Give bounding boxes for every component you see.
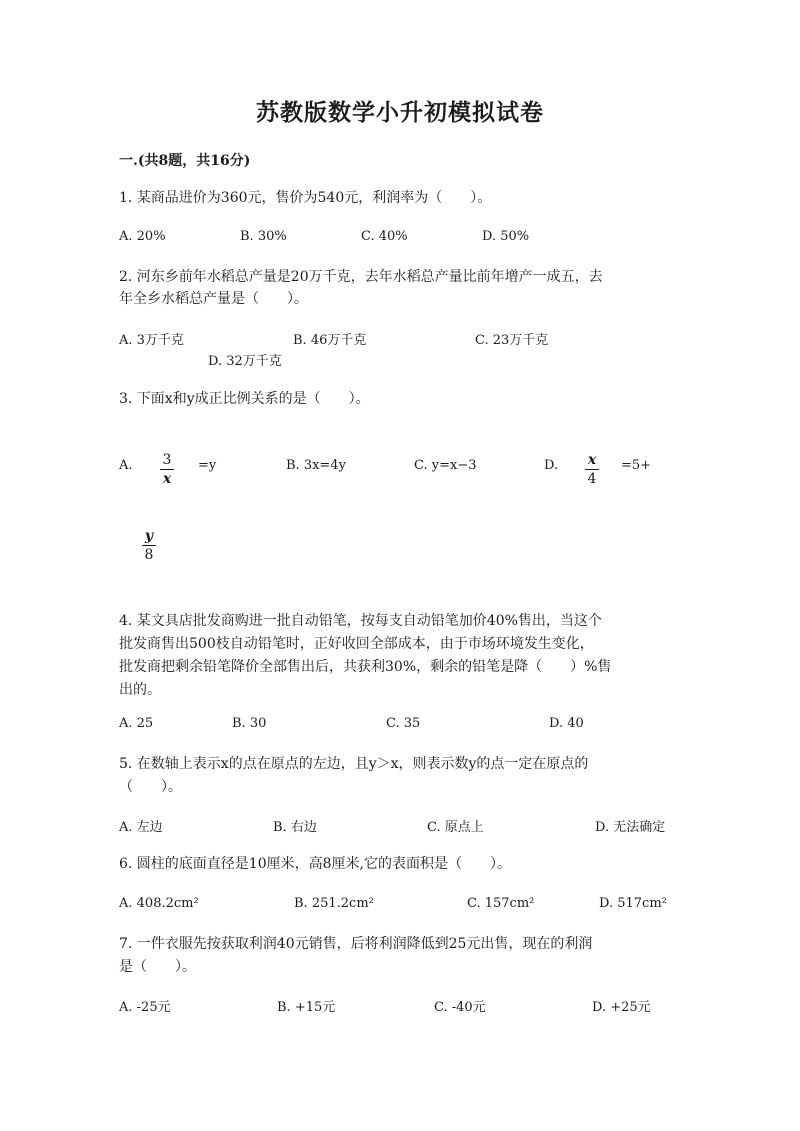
question-6-text: 6. 圆柱的底面直径是10厘米，高8厘米,它的表面积是（ ）。 (119, 856, 511, 872)
fraction-bar (160, 469, 174, 470)
q3-option-d-tail: =5+ (621, 458, 652, 473)
q7-option-b[interactable]: B. +15元 (277, 1000, 336, 1015)
q3-option-b[interactable]: B. 3x=4y (286, 458, 346, 473)
question-7-line-1: 7. 一件衣服先按获取利润40元销售，后将利润降低到25元出售，现在的利润 (119, 936, 593, 952)
question-5-line-2: （ ）。 (119, 779, 182, 795)
question-2-line-2: 年全乡水稻总产量是（ ）。 (119, 291, 308, 307)
q6-option-d[interactable]: D. 517cm² (599, 896, 667, 911)
q3-option-d-label[interactable]: D. (544, 458, 559, 473)
q3-option-c[interactable]: C. y=x−3 (414, 458, 477, 473)
q3-option-d-fraction-2 (142, 528, 156, 563)
q4-option-a[interactable]: A. 25 (119, 716, 154, 731)
q4-option-d[interactable]: D. 40 (549, 716, 584, 731)
q6-option-b[interactable]: B. 251.2cm² (294, 896, 374, 911)
q7-option-d[interactable]: D. +25元 (592, 1000, 651, 1015)
q5-option-d[interactable]: D. 无法确定 (595, 820, 666, 835)
q7-option-a[interactable]: A. -25元 (119, 1000, 171, 1015)
q2-option-c[interactable]: C. 23万千克 (475, 333, 549, 348)
q2-option-a[interactable]: A. 3万千克 (119, 333, 184, 348)
q1-option-c[interactable]: C. 40% (361, 229, 408, 244)
question-5-line-1: 5. 在数轴上表示x的点在原点的左边，且y＞x，则表示数y的点一定在原点的 (119, 756, 589, 772)
q2-option-d[interactable]: D. 32万千克 (208, 354, 282, 369)
question-3-text: 3. 下面x和y成正比例关系的是（ ）。 (119, 391, 370, 407)
fraction-numerator: 3 (162, 452, 172, 468)
question-4-line-3: 批发商把剩余铅笔降价全部售出后，共获利30%，剩余的铅笔是降（ ）%售 (119, 659, 612, 675)
q5-option-c[interactable]: C. 原点上 (427, 820, 484, 835)
q4-option-b[interactable]: B. 30 (232, 716, 267, 731)
fraction-denominator: x (162, 471, 172, 487)
q3-option-a-fraction (160, 452, 174, 487)
page-title: 苏教版数学小升初模拟试卷 (256, 99, 544, 126)
q4-option-c[interactable]: C. 35 (386, 716, 421, 731)
q5-option-a[interactable]: A. 左边 (119, 820, 163, 835)
q6-option-a[interactable]: A. 408.2cm² (119, 896, 199, 911)
question-4-line-4: 出的。 (119, 682, 161, 698)
question-4-line-2: 批发商售出500枝自动铅笔时，正好收回全部成本，由于市场环境发生变化， (119, 636, 594, 652)
question-1-text: 1. 某商品进价为360元，售价为540元，利润率为（ ）。 (119, 190, 492, 206)
q7-option-c[interactable]: C. -40元 (434, 1000, 486, 1015)
q2-option-b[interactable]: B. 46万千克 (293, 333, 367, 348)
fraction-bar (142, 545, 156, 546)
fraction-denominator: 8 (144, 547, 154, 563)
q5-option-b[interactable]: B. 右边 (273, 820, 317, 835)
q3-option-d-fraction (585, 452, 599, 487)
q1-option-b[interactable]: B. 30% (240, 229, 287, 244)
q6-option-c[interactable]: C. 157cm² (467, 896, 535, 911)
fraction-numerator: x (587, 452, 597, 468)
q1-option-a[interactable]: A. 20% (119, 229, 166, 244)
section-heading: 一.(共8题，共16分) (119, 153, 251, 169)
question-7-line-2: 是（ ）。 (119, 959, 196, 975)
q3-option-a-tail: =y (198, 458, 217, 473)
q3-option-a-label[interactable]: A. (119, 458, 133, 473)
question-2-line-1: 2. 河东乡前年水稻总产量是20万千克，去年水稻总产量比前年增产一成五，去 (119, 269, 603, 285)
q1-option-d[interactable]: D. 50% (482, 229, 530, 244)
fraction-denominator: 4 (587, 471, 597, 487)
question-4-line-1: 4. 某文具店批发商购进一批自动铅笔，按每支自动铅笔加价40%售出，当这个 (119, 613, 602, 629)
fraction-bar (585, 469, 599, 470)
fraction-numerator: y (144, 528, 154, 544)
